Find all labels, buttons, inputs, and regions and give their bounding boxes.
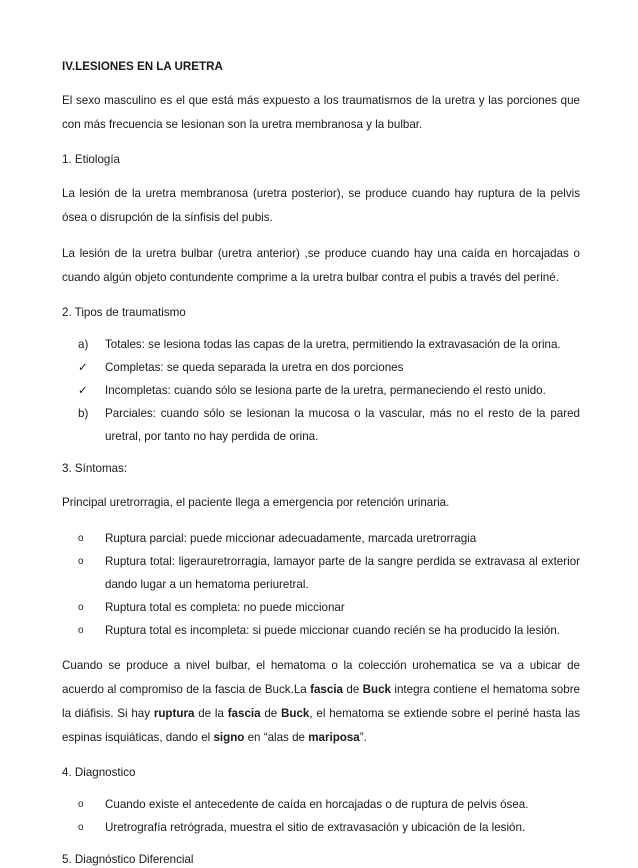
section-heading-sintomas: 3. Síntomas: — [62, 462, 128, 475]
list-item-text: Completas: se queda separada la uretra en dos porciones — [105, 361, 404, 374]
tipos-list — [62, 333, 580, 448]
bold-term: ruptura — [153, 707, 195, 720]
list-item — [78, 356, 580, 379]
circle-bullet-icon: o — [78, 533, 84, 544]
bold-term: fascia — [310, 683, 343, 696]
etiologia-paragraph-2: La lesión de la uretra bulbar (uretra anterior) ,se produce cuando hay una caída en horcajadas o cuando algún objeto contundente comprime a la uretra bulbar contra el pubis a través del periné. — [62, 247, 580, 284]
section-heading-diagnostico-diferencial: 5. Diagnóstico Diferencial — [62, 853, 194, 866]
bold-term: Buck — [281, 707, 310, 720]
list-item-text: Totales: se lesiona todas las capas de la uretra, permitiendo la extravasación de la orina. — [105, 338, 561, 351]
text-run: ”. — [359, 731, 367, 744]
list-item — [78, 527, 580, 550]
list-marker-a: a) — [78, 338, 89, 351]
circle-bullet-icon: o — [78, 625, 84, 636]
list-item — [78, 816, 580, 839]
list-item-text: Ruptura total es incompleta: si puede miccionar cuando recién se ha producido la lesión. — [105, 624, 560, 637]
list-item — [78, 333, 580, 356]
sintomas-paragraph: Principal uretrorragia, el paciente llega a emergencia por retención urinaria. — [62, 496, 450, 509]
list-item — [78, 379, 580, 402]
list-item — [78, 619, 580, 642]
list-item-text: Ruptura total es completa: no puede miccionar — [105, 601, 345, 614]
text-run: Cuando se produce a nivel bulbar, el hematoma o la colección urohematica se va a ubicar de acuerdo al compromiso de la fascia de Buck.La — [62, 659, 580, 696]
circle-bullet-icon: o — [78, 556, 84, 567]
text-run: de — [342, 683, 363, 696]
section-heading-etiologia: 1. Etiología — [62, 153, 121, 166]
list-item-text: Cuando existe el antecedente de caída en horcajadas o de ruptura de pelvis ósea. — [105, 798, 529, 811]
text-run: en “alas de — [244, 731, 309, 744]
etiologia-paragraph-1: La lesión de la uretra membranosa (uretra posterior), se produce cuando hay ruptura de la pelvis ósea o disrupción de la sínfisis del pubis. — [62, 187, 580, 224]
bold-term: Buck — [362, 683, 392, 696]
bold-term: fascia — [227, 707, 261, 720]
list-item-text: Uretrografía retrógrada, muestra el sitio de extravasación y ubicación de la lesión. — [105, 821, 526, 834]
text-run: de la — [194, 707, 228, 720]
section-heading-diagnostico: 4. Diagnostico — [62, 766, 136, 779]
list-item-text: Ruptura total: ligerauretrorragia, lamayor parte de la sangre perdida se extravasa al exterior dando lugar a un hematoma periuretral. — [105, 555, 580, 591]
intro-paragraph: El sexo masculino es el que está más expuesto a los traumatismos de la uretra y las porciones que con más frecuencia se lesionan son la uretra membranosa y la bulbar. — [62, 94, 580, 131]
sintomas-list — [62, 527, 580, 642]
list-item-text: Ruptura parcial: puede miccionar adecuadamente, marcada uretrorragia — [105, 532, 477, 545]
checkmark-icon: ✓ — [78, 361, 88, 374]
bold-term: mariposa — [308, 731, 360, 744]
document-title: IV.LESIONES EN LA URETRA — [62, 60, 223, 73]
text-run: , el hematoma se extiende sobre el periné hasta las espinas isquiáticas, dando el — [62, 707, 580, 744]
list-item — [78, 596, 580, 619]
bold-term: signo — [213, 731, 245, 744]
list-item-text: Parciales: cuando sólo se lesionan la mucosa o la vascular, más no el resto de la pared uretral, por tanto no hay perdida de orina. — [105, 407, 580, 443]
buck-fascia-paragraph — [62, 654, 580, 750]
text-run: integra contiene el hematoma sobre la diáfisis. Si hay — [62, 683, 581, 720]
circle-bullet-icon: o — [78, 799, 84, 810]
text-run: de — [260, 707, 282, 720]
list-item — [78, 793, 580, 816]
section-heading-tipos: 2. Tipos de traumatismo — [62, 306, 186, 319]
circle-bullet-icon: o — [78, 602, 84, 613]
list-item — [78, 402, 580, 448]
list-marker-b: b) — [78, 407, 89, 420]
checkmark-icon: ✓ — [78, 384, 88, 397]
list-item — [78, 550, 580, 596]
circle-bullet-icon: o — [78, 822, 84, 833]
list-item-text: Incompletas: cuando sólo se lesiona parte de la uretra, permaneciendo el resto unido. — [105, 384, 546, 397]
diagnostico-list — [62, 793, 580, 839]
